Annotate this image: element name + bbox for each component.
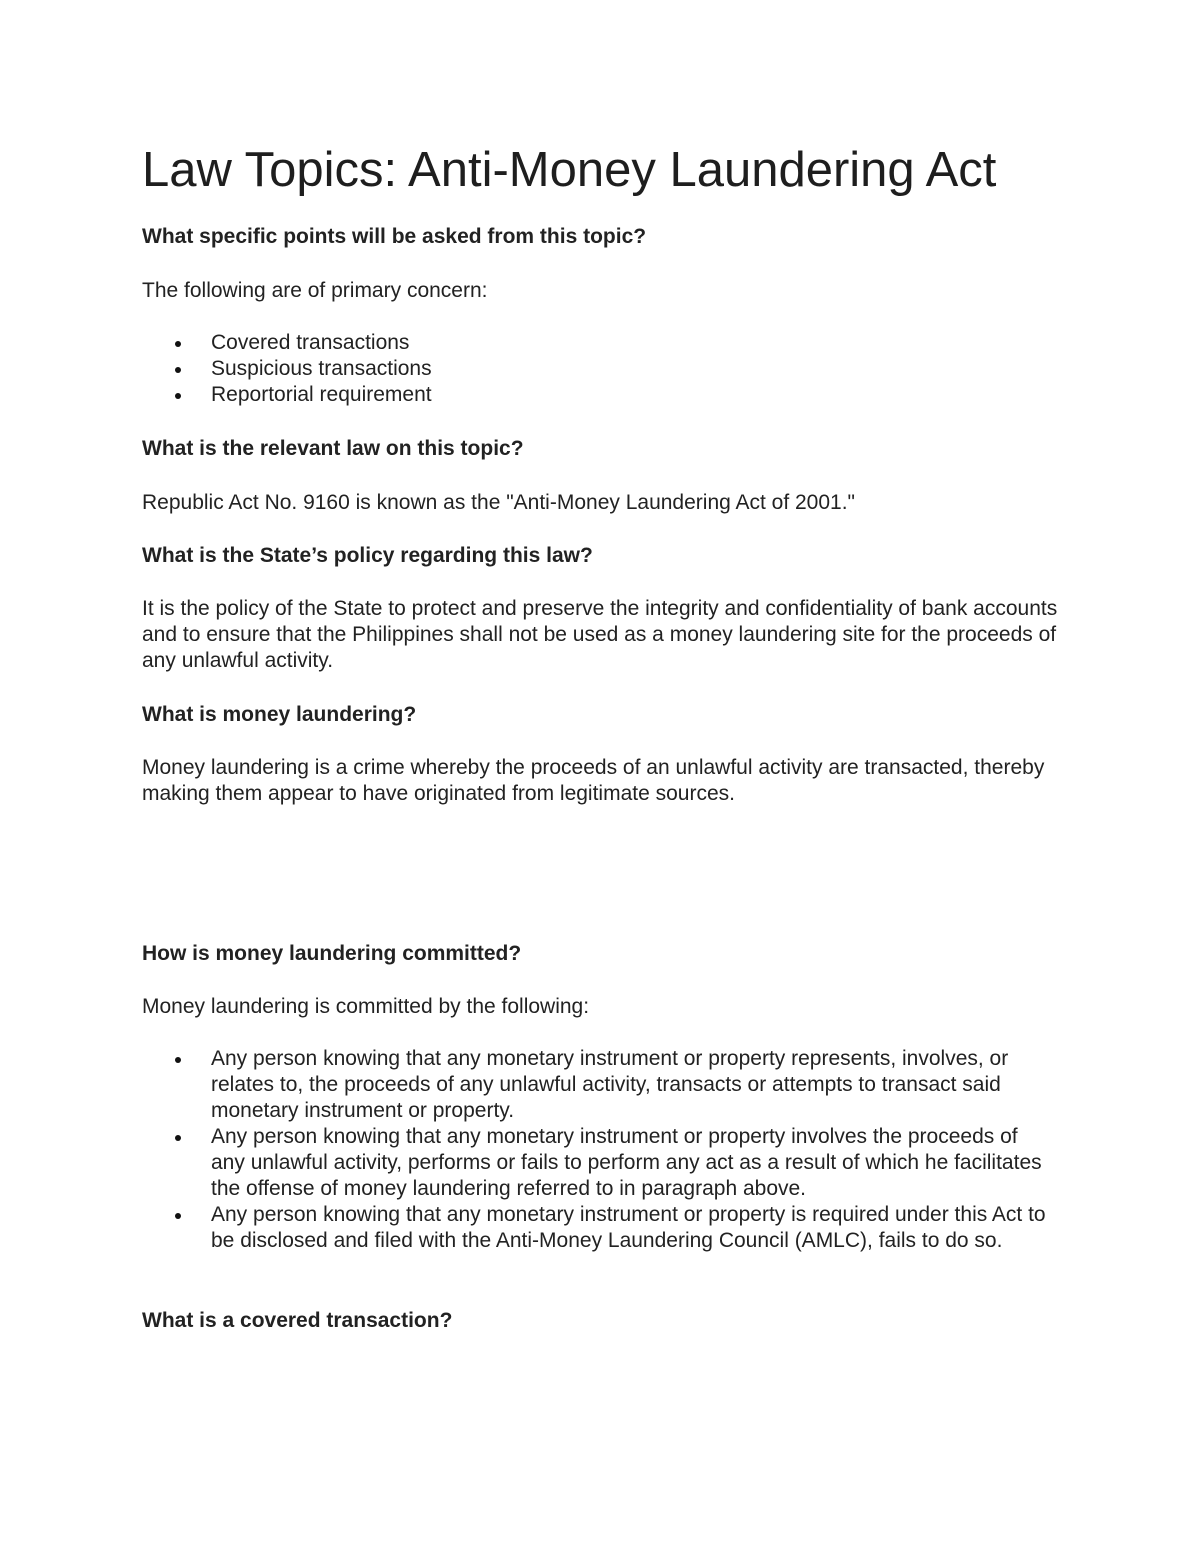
committed-intro: Money laundering is committed by the following: bbox=[142, 995, 590, 1018]
committed-list bbox=[142, 1046, 1072, 1254]
bullet-icon bbox=[175, 341, 181, 347]
question-state-policy: What is the State’s policy regarding this law? bbox=[142, 544, 593, 567]
question-specific-points: What specific points will be asked from this topic? bbox=[142, 225, 647, 248]
page-title: Law Topics: Anti-Money Laundering Act bbox=[142, 143, 997, 197]
list-item: Any person knowing that any monetary instrument or property is required under this Act to be disclosed and filed with the Anti-Money Laundering Council (AMLC), fails to do so. bbox=[142, 1202, 1072, 1254]
bullet-icon bbox=[175, 393, 181, 399]
law-answer: Republic Act No. 9160 is known as the "Anti-Money Laundering Act of 2001." bbox=[142, 491, 856, 514]
list-item: Any person knowing that any monetary instrument or property represents, involves, or relates to, the proceeds of any unlawful activity, transacts or attempts to transact said monetary instrument or property. bbox=[142, 1046, 1072, 1124]
question-covered-transaction: What is a covered transaction? bbox=[142, 1309, 453, 1332]
list-item: Reportorial requirement bbox=[142, 382, 1072, 408]
list-item: Suspicious transactions bbox=[142, 356, 1072, 382]
question-money-laundering: What is money laundering? bbox=[142, 703, 417, 726]
points-list bbox=[142, 330, 1072, 408]
bullet-icon bbox=[175, 1213, 181, 1219]
list-item: Any person knowing that any monetary instrument or property involves the proceeds of any unlawful activity, performs or fails to perform any act as a result of which he facilitates the offense of money laundering referred to in paragraph above. bbox=[142, 1124, 1072, 1202]
list-item: Covered transactions bbox=[142, 330, 1072, 356]
definition-answer: Money laundering is a crime whereby the proceeds of an unlawful activity are transacted, thereby making them appear to have originated from legitimate sources. bbox=[142, 756, 1045, 805]
points-intro: The following are of primary concern: bbox=[142, 279, 488, 302]
policy-answer: It is the policy of the State to protect and preserve the integrity and confidentiality of bank accounts and to ensure that the Philippines shall not be used as a money laundering site for the proceeds of any unlawful activity. bbox=[142, 597, 1058, 672]
bullet-icon bbox=[175, 1057, 181, 1063]
bullet-icon bbox=[175, 367, 181, 373]
question-relevant-law: What is the relevant law on this topic? bbox=[142, 437, 524, 460]
question-how-committed: How is money laundering committed? bbox=[142, 942, 522, 965]
bullet-icon bbox=[175, 1135, 181, 1141]
